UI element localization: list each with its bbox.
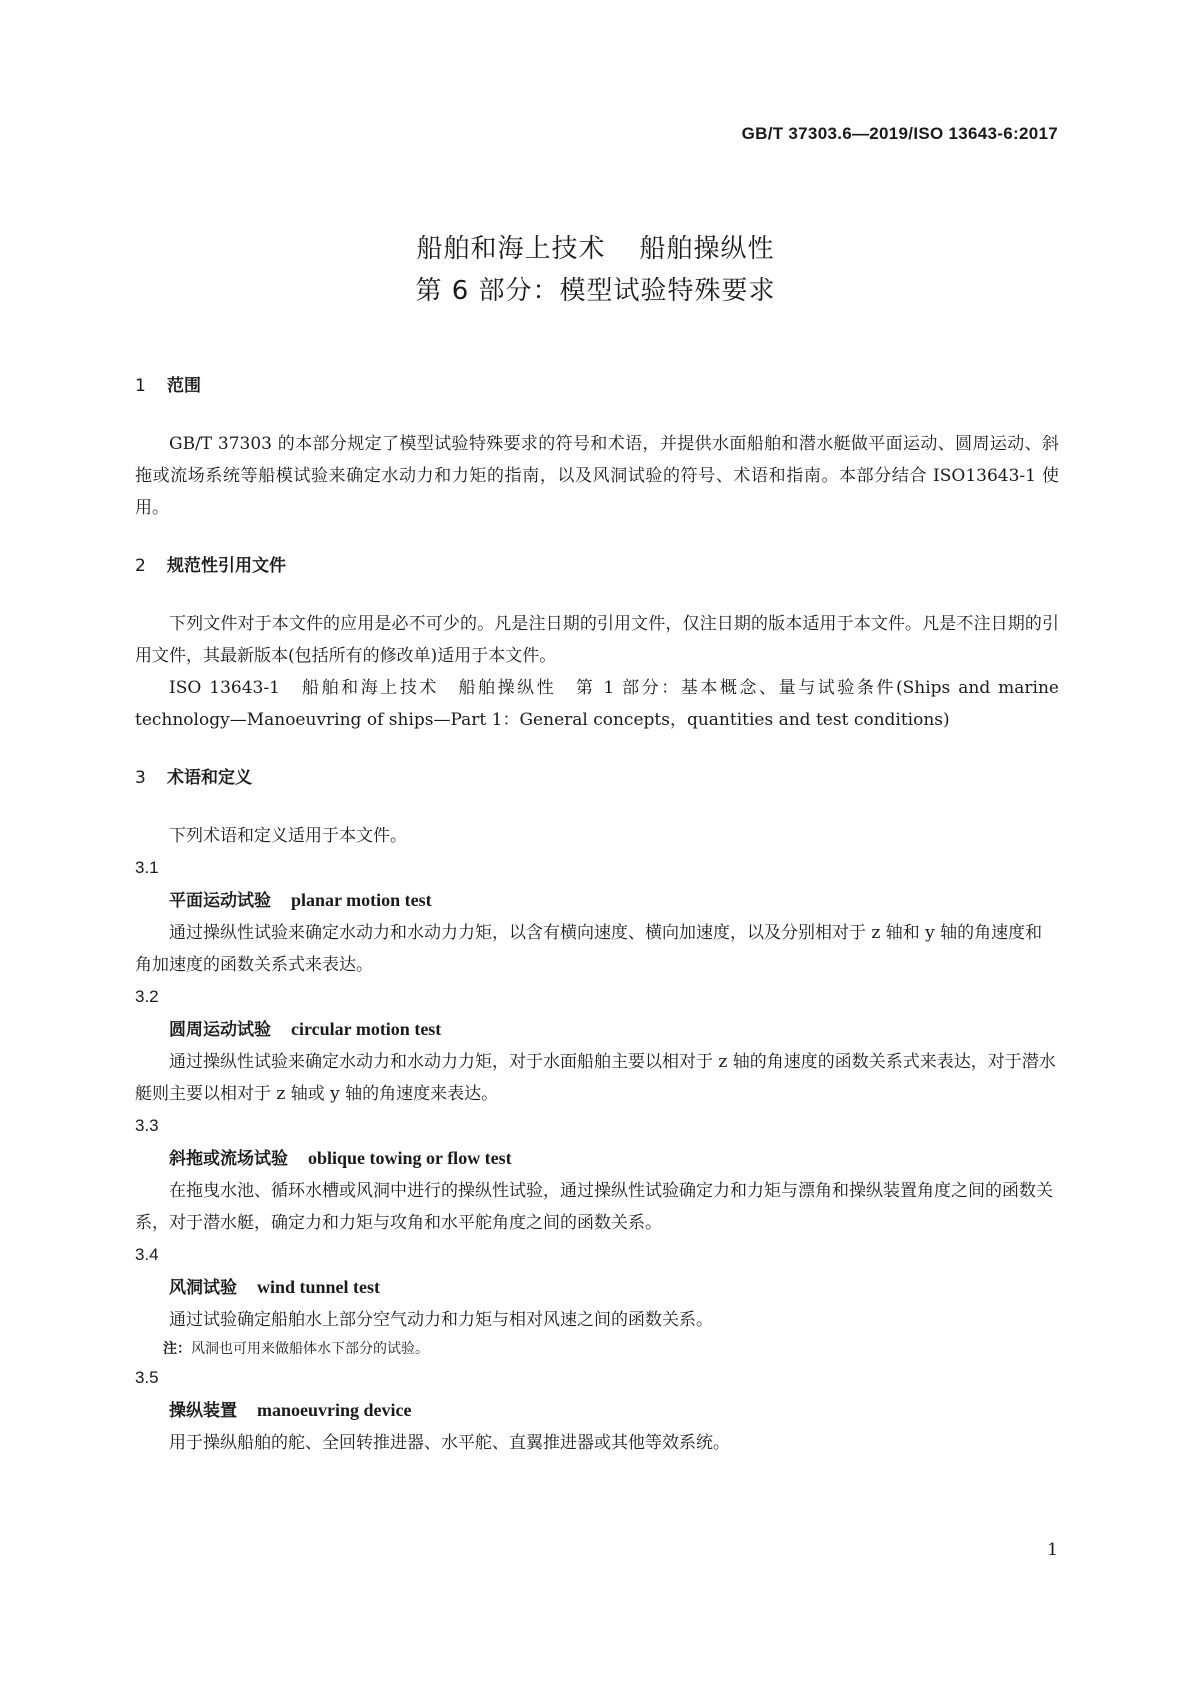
section-2-heading [135, 550, 1059, 582]
note-label: 注： [163, 1341, 191, 1357]
term-number: 3.4 [135, 1245, 159, 1264]
section-1-heading [135, 370, 1059, 402]
section-title: 规范性引用文件 [167, 556, 286, 576]
term-heading [135, 884, 1059, 917]
note-text: 风洞也可用来做船体水下部分的试验。 [191, 1341, 429, 1357]
term-definition: 通过试验确定船舶水上部分空气动力和力矩与相对风速之间的函数关系。 [169, 1310, 713, 1330]
document-code-header: GB/T 37303.6—2019/ISO 13643-6:2017 [741, 124, 1058, 143]
term-number: 3.5 [135, 1368, 159, 1387]
term-english: oblique towing or flow test [308, 1148, 512, 1168]
section-title: 术语和定义 [167, 768, 252, 788]
term-chinese: 平面运动试验 [169, 891, 271, 911]
section-number: 3 [135, 768, 146, 788]
scope-paragraph: GB/T 37303 的本部分规定了模型试验特殊要求的符号和术语，并提供水面船舶和潜水艇做平面运动、圆周运动、斜拖或流场系统等船模试验来确定水动力和力矩的指南，以及风洞试验的符号、术语和指南。本部分结合 ISO13643-1 使用。 [135, 434, 1059, 518]
term-chinese: 斜拖或流场试验 [169, 1149, 288, 1169]
title-part-a: 船舶和海上技术 [416, 234, 606, 264]
terms-intro-paragraph: 下列术语和定义适用于本文件。 [169, 826, 407, 846]
term-note [135, 1336, 1059, 1362]
section-number: 2 [135, 556, 146, 576]
term-definition: 通过操纵性试验来确定水动力和水动力力矩，对于水面船舶主要以相对于 z 轴的角速度的函数关系式来表达，对于潜水艇则主要以相对于 z 轴或 y 轴的角速度来表达。 [135, 1052, 1056, 1104]
section-title: 范围 [167, 376, 201, 396]
term-number: 3.2 [135, 987, 159, 1006]
term-heading [135, 1142, 1059, 1175]
normative-references-paragraph: 下列文件对于本文件的应用是必不可少的。凡是注日期的引用文件，仅注日期的版本适用于本文件。凡是不注日期的引用文件，其最新版本(包括所有的修改单)适用于本文件。 [135, 614, 1059, 666]
term-english: circular motion test [291, 1019, 442, 1039]
section-3-heading [135, 762, 1059, 794]
term-heading [135, 1394, 1059, 1427]
document-body [135, 370, 1059, 1459]
document-title-line1 [0, 228, 1191, 265]
term-heading [135, 1013, 1059, 1046]
normative-reference-item: ISO 13643-1 船舶和海上技术 船舶操纵性 第 1 部分：基本概念、量与试验条件(Ships and marine technology—Manoeuvring of ships—Part 1：General concepts，quantities and test conditions) [135, 678, 1059, 730]
term-english: planar motion test [291, 890, 432, 910]
term-chinese: 操纵装置 [169, 1401, 237, 1421]
term-definition: 用于操纵船舶的舵、全回转推进器、水平舵、直翼推进器或其他等效系统。 [169, 1433, 730, 1453]
term-definition: 在拖曳水池、循环水槽或风洞中进行的操纵性试验，通过操纵性试验确定力和力矩与漂角和操纵装置角度之间的函数关系，对于潜水艇，确定力和力矩与攻角和水平舵角度之间的函数关系。 [135, 1181, 1053, 1233]
term-chinese: 风洞试验 [169, 1278, 237, 1298]
section-number: 1 [135, 376, 146, 396]
term-english: wind tunnel test [257, 1277, 381, 1297]
page-number: 1 [1047, 1540, 1058, 1560]
document-title-line2: 第 6 部分：模型试验特殊要求 [415, 276, 776, 306]
term-english: manoeuvring device [257, 1400, 412, 1420]
term-chinese: 圆周运动试验 [169, 1020, 271, 1040]
title-part-b: 船舶操纵性 [639, 234, 775, 264]
term-number: 3.3 [135, 1116, 159, 1135]
term-number: 3.1 [135, 858, 159, 877]
term-definition: 通过操纵性试验来确定水动力和水动力力矩，以含有横向速度、横向加速度，以及分别相对于 z 轴和 y 轴的角速度和角加速度的函数关系式来表达。 [135, 923, 1043, 975]
term-heading [135, 1271, 1059, 1304]
